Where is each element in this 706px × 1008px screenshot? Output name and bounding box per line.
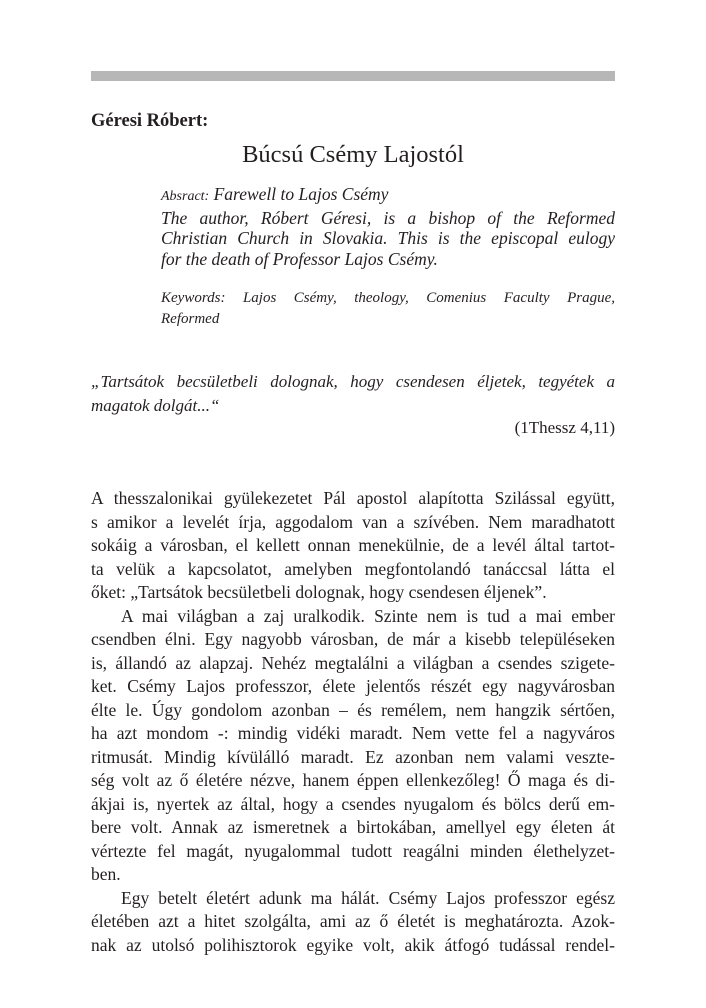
body-line: életében azt a hitet szolgálta, ami az ő életét is meghatározta. Azok- — [91, 911, 615, 931]
body-text — [91, 487, 615, 957]
body-line: csendben élni. Egy nagyobb városban, de már a kisebb településeken — [91, 629, 615, 649]
body-line: ség volt az ő életére nézve, hanem éppen ellenkezőleg! Ő maga és di- — [91, 770, 615, 790]
body-line: élte le. Úgy gondolom azonban – és remélem, nem hangzik sértően, — [91, 699, 615, 720]
abstract-line-2: The author, Róbert Géresi, is a bishop of the Reformed — [161, 207, 615, 228]
motto-reference: (1Thessz 4,11) — [514, 418, 615, 437]
motto-quote — [91, 370, 615, 417]
body-line: ket. Csémy Lajos professzor, élete jelentős részét egy nagyvárosban — [91, 676, 615, 696]
body-line: ha azt mondom -: mindig vidéki maradt. Nem vette fel a nagyváros — [91, 723, 615, 743]
abstract-block — [161, 184, 615, 269]
abstract-line-1 — [161, 184, 615, 208]
keywords-line-2: Reformed — [161, 310, 220, 327]
header-rule — [91, 71, 615, 81]
motto-line-2: magatok dolgát...“ — [91, 395, 220, 415]
abstract-label: Absract: — [161, 189, 210, 204]
body-line: s amikor a levelét írja, aggodalom van a szívében. Nem maradhatott — [91, 511, 615, 532]
article-title: Búcsú Csémy Lajostól — [242, 141, 464, 168]
author-name: Géresi Róbert: — [91, 111, 209, 131]
body-line: ákjai is, nyertek az által, hogy a csendes nyugalom és bölcs derű em- — [91, 793, 615, 814]
body-line: sokáig a városban, el kellett onnan menekülnie, de a levél által tartot- — [91, 535, 615, 555]
body-line: nak az utolsó polihisztorok egyike volt, akik átfogó tudással rendel- — [91, 934, 615, 955]
body-line: ta velük a kapcsolatot, amelyben megfontolandó tanáccsal látta el — [91, 558, 615, 579]
body-line: bere volt. Annak az ismeretnek a birtokában, amellyel egy életen át — [91, 817, 615, 837]
body-line: őket: „Tartsátok becsületbeli dolognak, hogy csendesen éljenek”. — [91, 582, 547, 602]
body-line: is, állandó az alapzaj. Nehéz megtalálni a világban a csendes szigete- — [91, 652, 615, 673]
body-line: Egy betelt életért adunk ma hálát. Csémy Lajos professzor egész — [121, 887, 615, 908]
abstract-title: Farewell to Lajos Csémy — [213, 184, 389, 204]
abstract-line-4: for the death of Professor Lajos Csémy. — [161, 248, 438, 269]
motto-line-1: „Tartsátok becsületbeli dolognak, hogy csendesen éljetek, tegyétek a — [91, 372, 615, 391]
body-line: A thesszalonikai gyülekezetet Pál apostol alapította Szilással együtt, — [91, 488, 615, 508]
keywords-block — [161, 288, 615, 329]
keywords-line-1: Keywords: Lajos Csémy, theology, Comenius Faculty Prague, — [161, 290, 615, 306]
body-line: ritmusát. Mindig kívülálló maradt. Ez azonban nem valami veszte- — [91, 746, 615, 767]
abstract-line-3: Christian Church in Slovakia. This is the episcopal eulogy — [161, 228, 615, 248]
body-line: vértezte fel magát, nyugalommal tudott reagálni minden élethelyzet- — [91, 840, 615, 861]
body-line: A mai világban a zaj uralkodik. Szinte nem is tud a mai ember — [121, 605, 615, 626]
body-line: ben. — [91, 864, 121, 884]
